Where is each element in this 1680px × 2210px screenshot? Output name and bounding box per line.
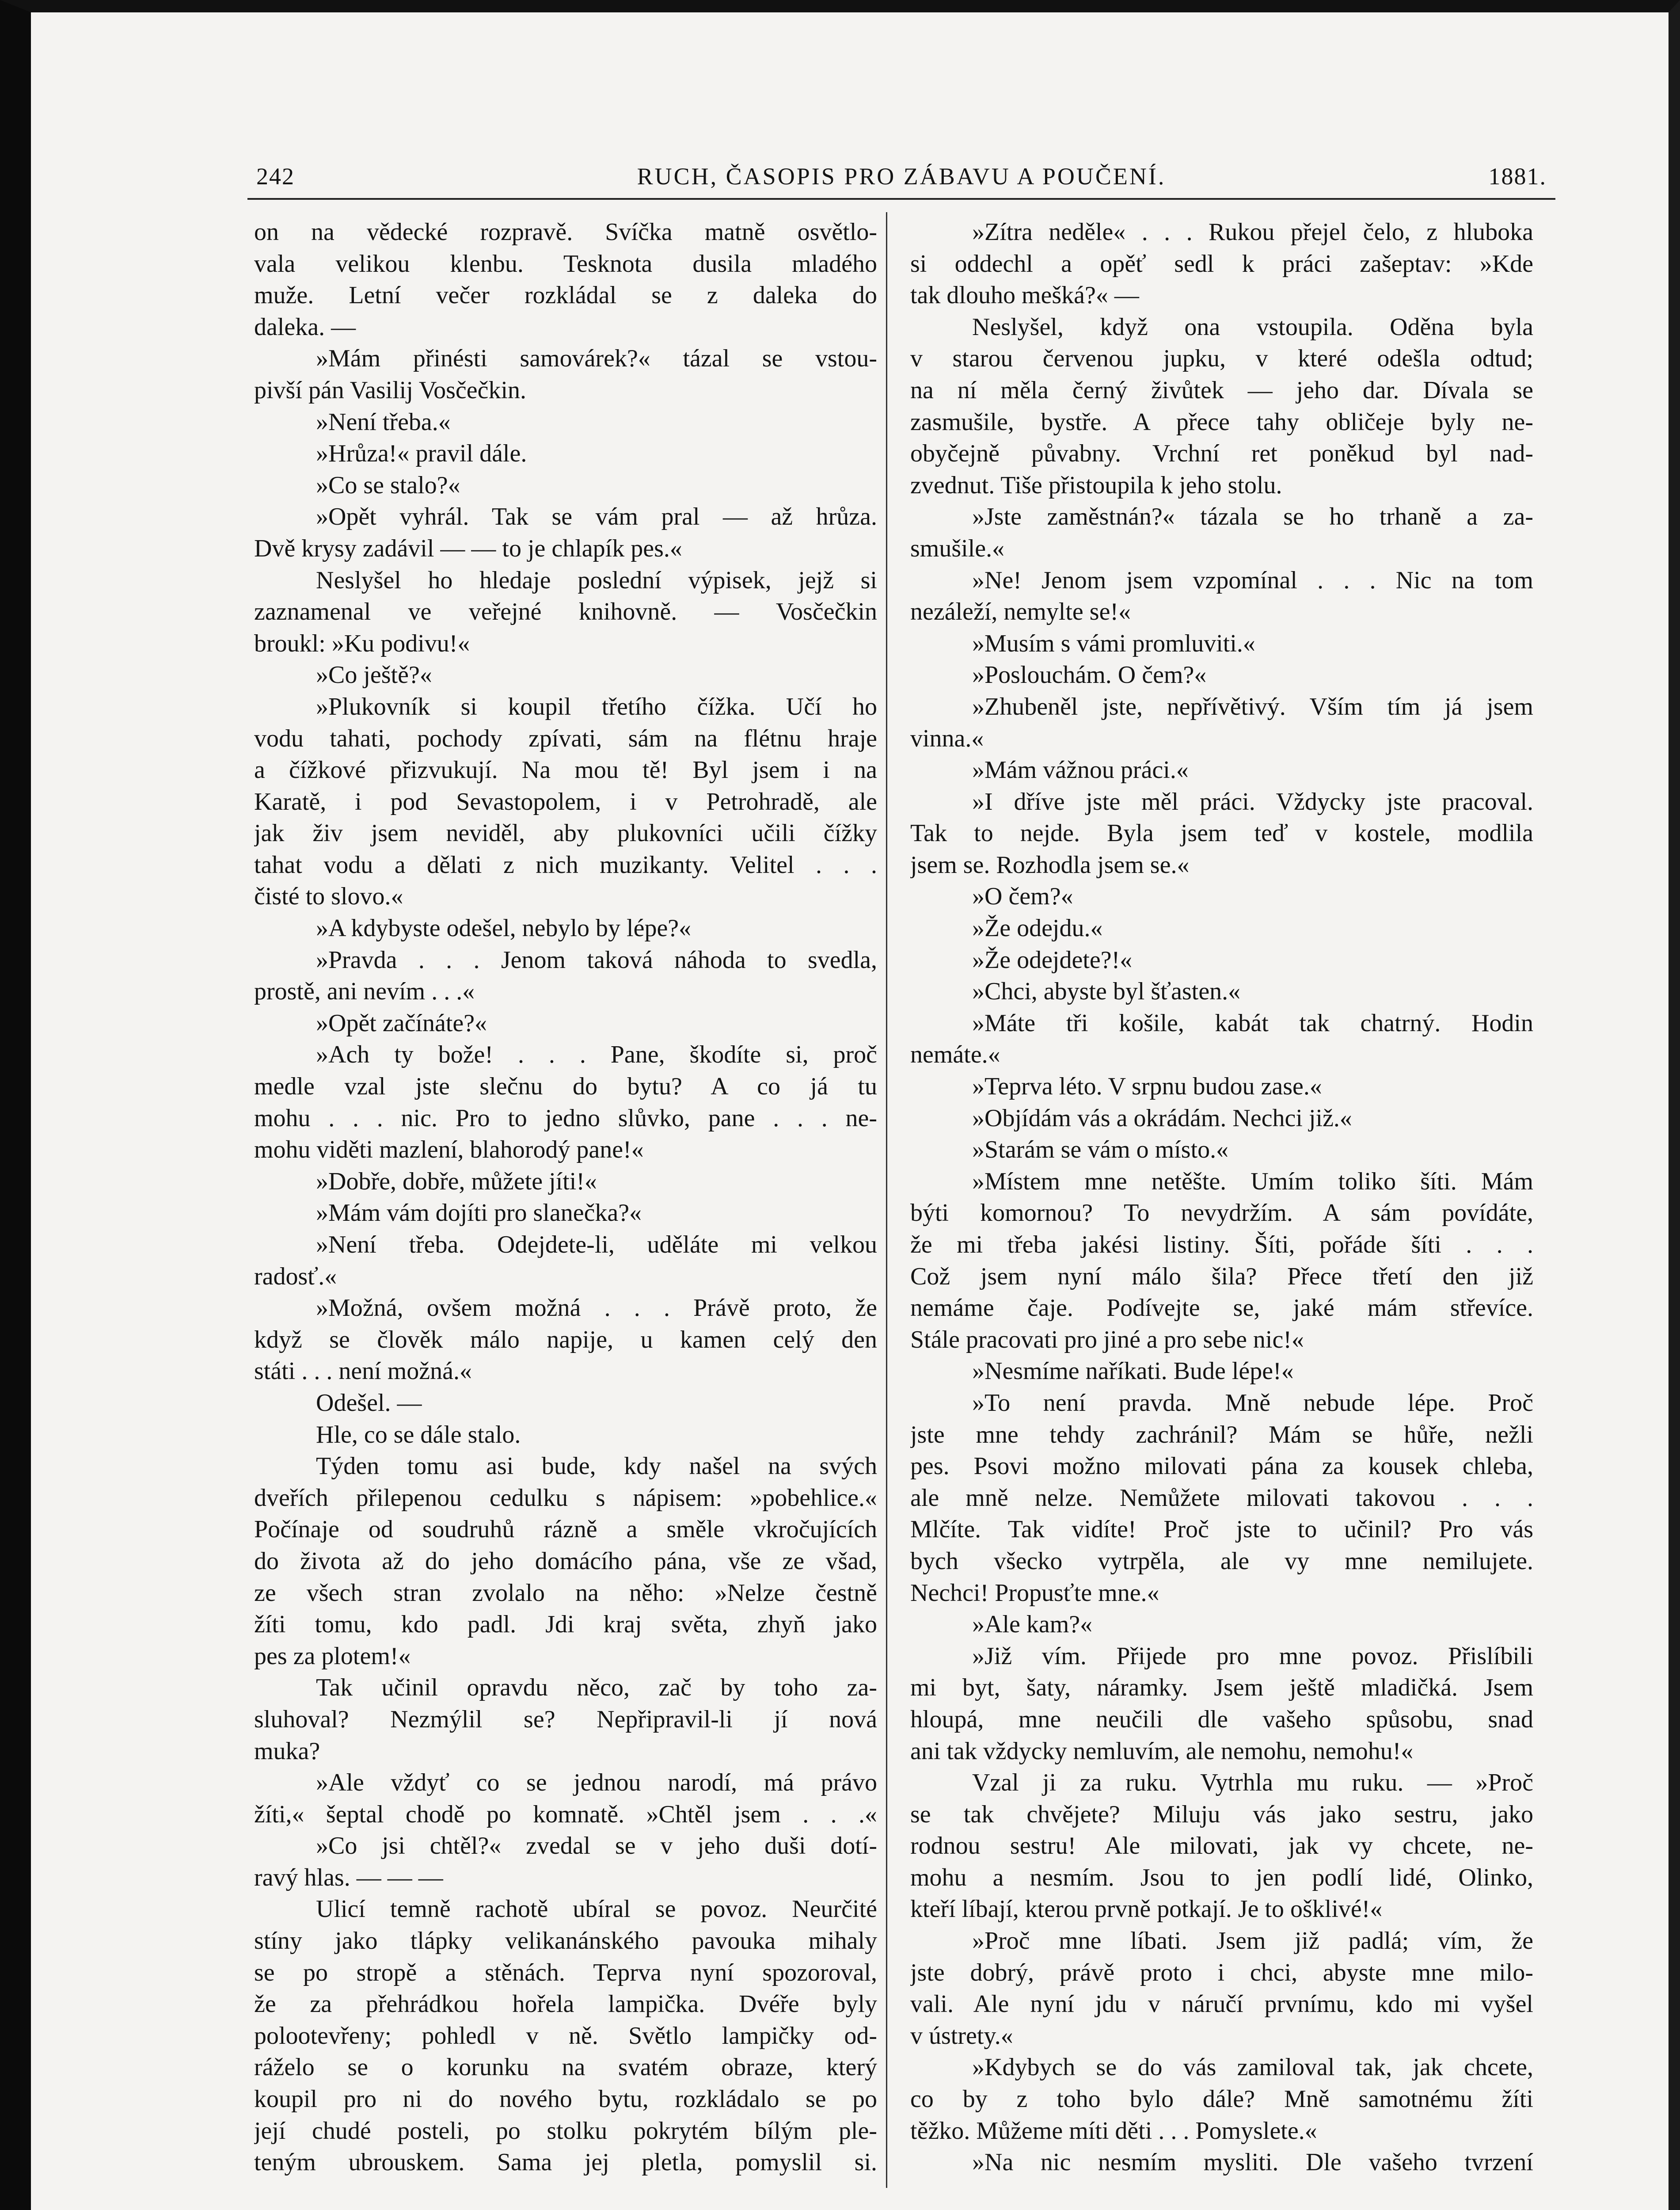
text-line: mohu a nesmím. Jsou to jen podlí lidé, Olinko,	[910, 1863, 1533, 1891]
text-line: »Že odejdete?!«	[972, 946, 1133, 974]
text-line: »Ne! Jenom jsem vzpomínal . . . Nic na tom	[972, 566, 1533, 594]
text-line: zaznamenal ve veřejné knihovně. — Vosčečkin	[254, 598, 877, 626]
text-line: »Plukovník si koupil třetího čížka. Učí ho	[316, 693, 877, 720]
text-line: do života až do jeho domácího pána, vše ze všad,	[254, 1547, 877, 1575]
text-line: »Teprva léto. V srpnu budou zase.«	[972, 1073, 1322, 1101]
text-line: »Již vím. Přijede pro mne povoz. Přislíbili	[972, 1642, 1533, 1670]
text-line: »Místem mne netěšte. Umím toliko šíti. Mám	[972, 1167, 1533, 1195]
text-line: radosť.«	[254, 1262, 337, 1290]
left-column	[254, 217, 877, 2179]
text-line: býti komornou? To nevydržím. A sám povídáte,	[910, 1199, 1533, 1227]
text-line: Tak to nejde. Byla jsem teď v kostele, modlila	[910, 819, 1533, 847]
text-line: »Ach ty bože! . . . Pane, škodíte si, proč	[316, 1041, 877, 1069]
text-line: v starou červenou jupku, v které odešla odtud;	[910, 345, 1533, 373]
text-line: »Poslouchám. O čem?«	[972, 661, 1207, 689]
text-line: pivší pán Vasilij Vosčečkin.	[254, 376, 526, 404]
text-line: Počínaje od soudruhů rázně a směle vkročujících	[254, 1516, 877, 1543]
text-line: Neslyšel, když ona vstoupila. Oděna byla	[972, 313, 1533, 341]
text-line: jste dobrý, právě proto i chci, abyste mne milo-	[910, 1959, 1533, 1986]
text-line: Což jsem nyní málo šila? Přece třetí den již	[910, 1262, 1533, 1290]
text-line: mohu . . . nic. Pro to jedno slůvko, pane . . . ne-	[254, 1104, 877, 1132]
text-line: zvednut. Tiše přistoupila k jeho stolu.	[910, 471, 1282, 499]
text-line: teným ubrouskem. Sama jej pletla, pomyslil si.	[254, 2149, 877, 2176]
text-line: polootevřeny; pohledl v ně. Světlo lampičky od-	[254, 2022, 877, 2050]
text-line: tahat vodu a dělati z nich muzikanty. Velitel . . .	[254, 851, 877, 879]
text-line: co by z toho bylo dále? Mně samotnému žíti	[910, 2085, 1533, 2113]
text-line: prostě, ani nevím . . .«	[254, 978, 475, 1006]
text-line: žíti,« šeptal chodě po komnatě. »Chtěl jsem . . .«	[254, 1800, 877, 1828]
text-line: »Máte tři košile, kabát tak chatrný. Hodin	[972, 1009, 1533, 1037]
text-line: »O čem?«	[972, 883, 1073, 911]
text-line: těžko. Můžeme míti děti . . . Pomyslete.«	[910, 2117, 1317, 2145]
text-line: »Není třeba. Odejdete-li, uděláte mi velkou	[316, 1231, 877, 1258]
text-line: »Zítra neděle« . . . Rukou přejel čelo, z hluboka	[972, 218, 1533, 246]
text-line: »Že odejdu.«	[972, 914, 1103, 942]
text-line: on na vědecké rozpravě. Svíčka matně osvětlo-	[254, 218, 877, 246]
text-line: »Možná, ovšem možná . . . Právě proto, že	[316, 1294, 877, 1322]
text-line: broukl: »Ku podivu!«	[254, 629, 470, 657]
text-line: v ústrety.«	[910, 2022, 1013, 2050]
text-line: tak dlouho mešká?« —	[910, 282, 1139, 309]
text-line: »Hrůza!« pravil dále.	[316, 440, 527, 468]
text-line: zasmušile, bystře. A přece tahy obličeje byly ne-	[910, 408, 1533, 436]
text-line: »Mám přinésti samovárek?« tázal se vstou-	[316, 345, 877, 373]
text-line: na ní měla černý živůtek — jeho dar. Dívala se	[910, 376, 1533, 404]
text-line: nezáleží, nemylte se!«	[910, 598, 1131, 626]
text-line: ani tak vždycky nemluvím, ale nemohu, nemohu!«	[910, 1737, 1414, 1765]
text-line: vodu tahati, pochody zpívati, sám na flétnu hraje	[254, 724, 877, 752]
text-line: Tak učinil opravdu něco, zač by toho za-	[316, 1674, 877, 1702]
text-line: »Musím s vámi promluviti.«	[972, 629, 1255, 657]
text-line: »Není třeba.«	[316, 408, 451, 436]
text-line: »Dobře, dobře, můžete jíti!«	[316, 1167, 597, 1195]
text-line: obyčejně půvabny. Vrchní ret poněkud byl nad-	[910, 440, 1533, 468]
journal-title: RUCH, ČASOPIS PRO ZÁBAVU A POUČENÍ.	[637, 163, 1166, 190]
text-line: Neslyšel ho hledaje poslední výpisek, jejž si	[316, 566, 877, 594]
text-line: bych všecko vytrpěla, ale vy mne nemilujete.	[910, 1547, 1533, 1575]
text-line: mohu viděti mazlení, blahorodý pane!«	[254, 1136, 644, 1164]
text-line: »Co se stalo?«	[316, 471, 460, 499]
text-line: »Zhubeněl jste, nepřívětivý. Vším tím já jsem	[972, 693, 1533, 720]
text-line: její chudé posteli, po stolku pokrytém bílým ple-	[254, 2117, 877, 2145]
text-line: čisté to slovo.«	[254, 883, 403, 911]
text-line: vala velikou klenbu. Tesknota dusila mladého	[254, 250, 877, 278]
text-line: »Opět začínáte?«	[316, 1009, 487, 1037]
text-line: nemáme čaje. Podívejte se, jaké mám střevíce.	[910, 1294, 1533, 1322]
text-line: »Co jsi chtěl?« zvedal se v jeho duši dotí-	[316, 1832, 877, 1860]
text-line: vali. Ale nyní jdu v náručí prvnímu, kdo mi vyšel	[910, 1990, 1533, 2018]
text-line: Ulicí temně rachotě ubíral se povoz. Neurčité	[316, 1895, 877, 1923]
text-line: »Objídám vás a okrádám. Nechci již.«	[972, 1104, 1352, 1132]
text-line: Karatě, i pod Sevastopolem, i v Petrohradě, ale	[254, 788, 877, 815]
text-line: Týden tomu asi bude, kdy našel na svých	[316, 1452, 877, 1480]
text-line: ale mně nelze. Nemůžete milovati takovou . . .	[910, 1484, 1533, 1512]
text-line: »Pravda . . . Jenom taková náhoda to svedla,	[316, 946, 877, 974]
text-line: státi . . . není možná.«	[254, 1357, 472, 1385]
text-line: dveřích přilepenou cedulku s nápisem: »pobehlice.«	[254, 1484, 877, 1512]
text-line: jak živ jsem neviděl, aby plukovníci učili čížky	[254, 819, 877, 847]
text-line: Dvě krysy zadávil — — to je chlapík pes.«	[254, 534, 682, 562]
text-line: smušile.«	[910, 534, 1005, 562]
text-line: daleka. —	[254, 313, 356, 341]
text-line: jsem se. Rozhodla jsem se.«	[910, 851, 1190, 879]
text-line: medle vzal jste slečnu do bytu? A co já tu	[254, 1073, 877, 1101]
text-line: »Chci, abyste byl šťasten.«	[972, 978, 1241, 1006]
text-line: kteří líbají, kterou prvně potkají. Je to ošklivé!«	[910, 1895, 1383, 1923]
text-line: »Ale vždyť co se jednou narodí, má právo	[316, 1769, 877, 1797]
text-line: Mlčíte. Tak vidíte! Proč jste to učinil? Pro vás	[910, 1516, 1533, 1543]
text-line: koupil pro ni do nového bytu, rozkládalo se po	[254, 2085, 877, 2113]
text-line: »Nesmíme naříkati. Bude lépe!«	[972, 1357, 1294, 1385]
text-line: »To není pravda. Mně nebude lépe. Proč	[972, 1389, 1533, 1417]
year: 1881.	[1488, 163, 1547, 190]
text-line: »Mám vám dojíti pro slanečka?«	[316, 1199, 642, 1227]
text-line: se po stropě a stěnách. Teprva nyní spozoroval,	[254, 1959, 877, 1986]
text-line: ravý hlas. — — —	[254, 1863, 443, 1891]
page-number: 242	[256, 163, 295, 190]
text-line: muka?	[254, 1737, 320, 1765]
text-line: a čížkové přizvukují. Na mou tě! Byl jsem i na	[254, 756, 877, 784]
text-line: »Proč mne líbati. Jsem již padlá; vím, že	[972, 1927, 1533, 1955]
text-line: »Mám vážnou práci.«	[972, 756, 1189, 784]
running-header	[247, 163, 1555, 194]
text-line: »Co ještě?«	[316, 661, 432, 689]
text-line: ze všech stran zvolalo na něho: »Nelze čestně	[254, 1579, 877, 1607]
text-line: Odešel. —	[316, 1389, 422, 1417]
text-line: ráželo se o korunku na svatém obraze, který	[254, 2054, 877, 2081]
text-line: »Kdybych se do vás zamiloval tak, jak chcete,	[972, 2054, 1533, 2081]
text-line: si oddechl a opěť sedl k práci zašeptav: »Kde	[910, 250, 1533, 278]
text-line: Nechci! Propusťte mne.«	[910, 1579, 1159, 1607]
text-line: stíny jako tlápky velikanánského pavouka mihaly	[254, 1927, 877, 1955]
text-line: jste mne tehdy zachránil? Mám se hůře, nežli	[910, 1421, 1533, 1448]
text-line: »I dříve jste měl práci. Vždycky jste pracoval.	[972, 788, 1533, 815]
text-line: mi byt, šaty, náramky. Jsem ještě mladičká. Jsem	[910, 1674, 1533, 1702]
column-divider	[886, 212, 887, 2188]
text-line: nemáte.«	[910, 1041, 1000, 1069]
text-line: Vzal ji za ruku. Vytrhla mu ruku. — »Proč	[972, 1769, 1533, 1797]
text-line: rodnou sestru! Ale milovati, jak vy chcete, ne-	[910, 1832, 1533, 1860]
text-line: Hle, co se dále stalo.	[316, 1421, 521, 1448]
text-line: vinna.«	[910, 724, 984, 752]
text-line: »Ale kam?«	[972, 1611, 1093, 1638]
text-line: že za přehrádkou hořela lampička. Dvéře byly	[254, 1990, 877, 2018]
text-line: že mi třeba jakési listiny. Šíti, pořáde šíti . . .	[910, 1231, 1533, 1258]
text-line: »Jste zaměstnán?« tázala se ho trhaně a za-	[972, 503, 1533, 531]
text-line: se tak chvějete? Miluju vás jako sestru, jako	[910, 1800, 1533, 1828]
text-line: žíti tomu, kdo padl. Jdi kraj světa, zhyň jako	[254, 1611, 877, 1638]
text-line: pes za plotem!«	[254, 1642, 411, 1670]
text-line: sluhoval? Nezmýlil se? Nepřipravil-li jí nová	[254, 1705, 877, 1733]
text-line: »Opět vyhrál. Tak se vám pral — až hrůza.	[316, 503, 877, 531]
text-line: Stále pracovati pro jiné a pro sebe nic!«	[910, 1326, 1304, 1353]
text-line: »Na nic nesmím mysliti. Dle vašeho tvrzení	[972, 2149, 1533, 2176]
text-line: když se člověk málo napije, u kamen celý den	[254, 1326, 877, 1353]
text-line: hloupá, mne neučili dle vašeho spůsobu, snad	[910, 1705, 1533, 1733]
text-line: muže. Letní večer rozkládal se z daleka do	[254, 282, 877, 309]
text-line: »Starám se vám o místo.«	[972, 1136, 1229, 1164]
right-column	[910, 217, 1533, 2179]
text-line: pes. Psovi možno milovati pána za kousek chleba,	[910, 1452, 1533, 1480]
header-rule	[247, 198, 1555, 200]
text-line: »A kdybyste odešel, nebylo by lépe?«	[316, 914, 692, 942]
